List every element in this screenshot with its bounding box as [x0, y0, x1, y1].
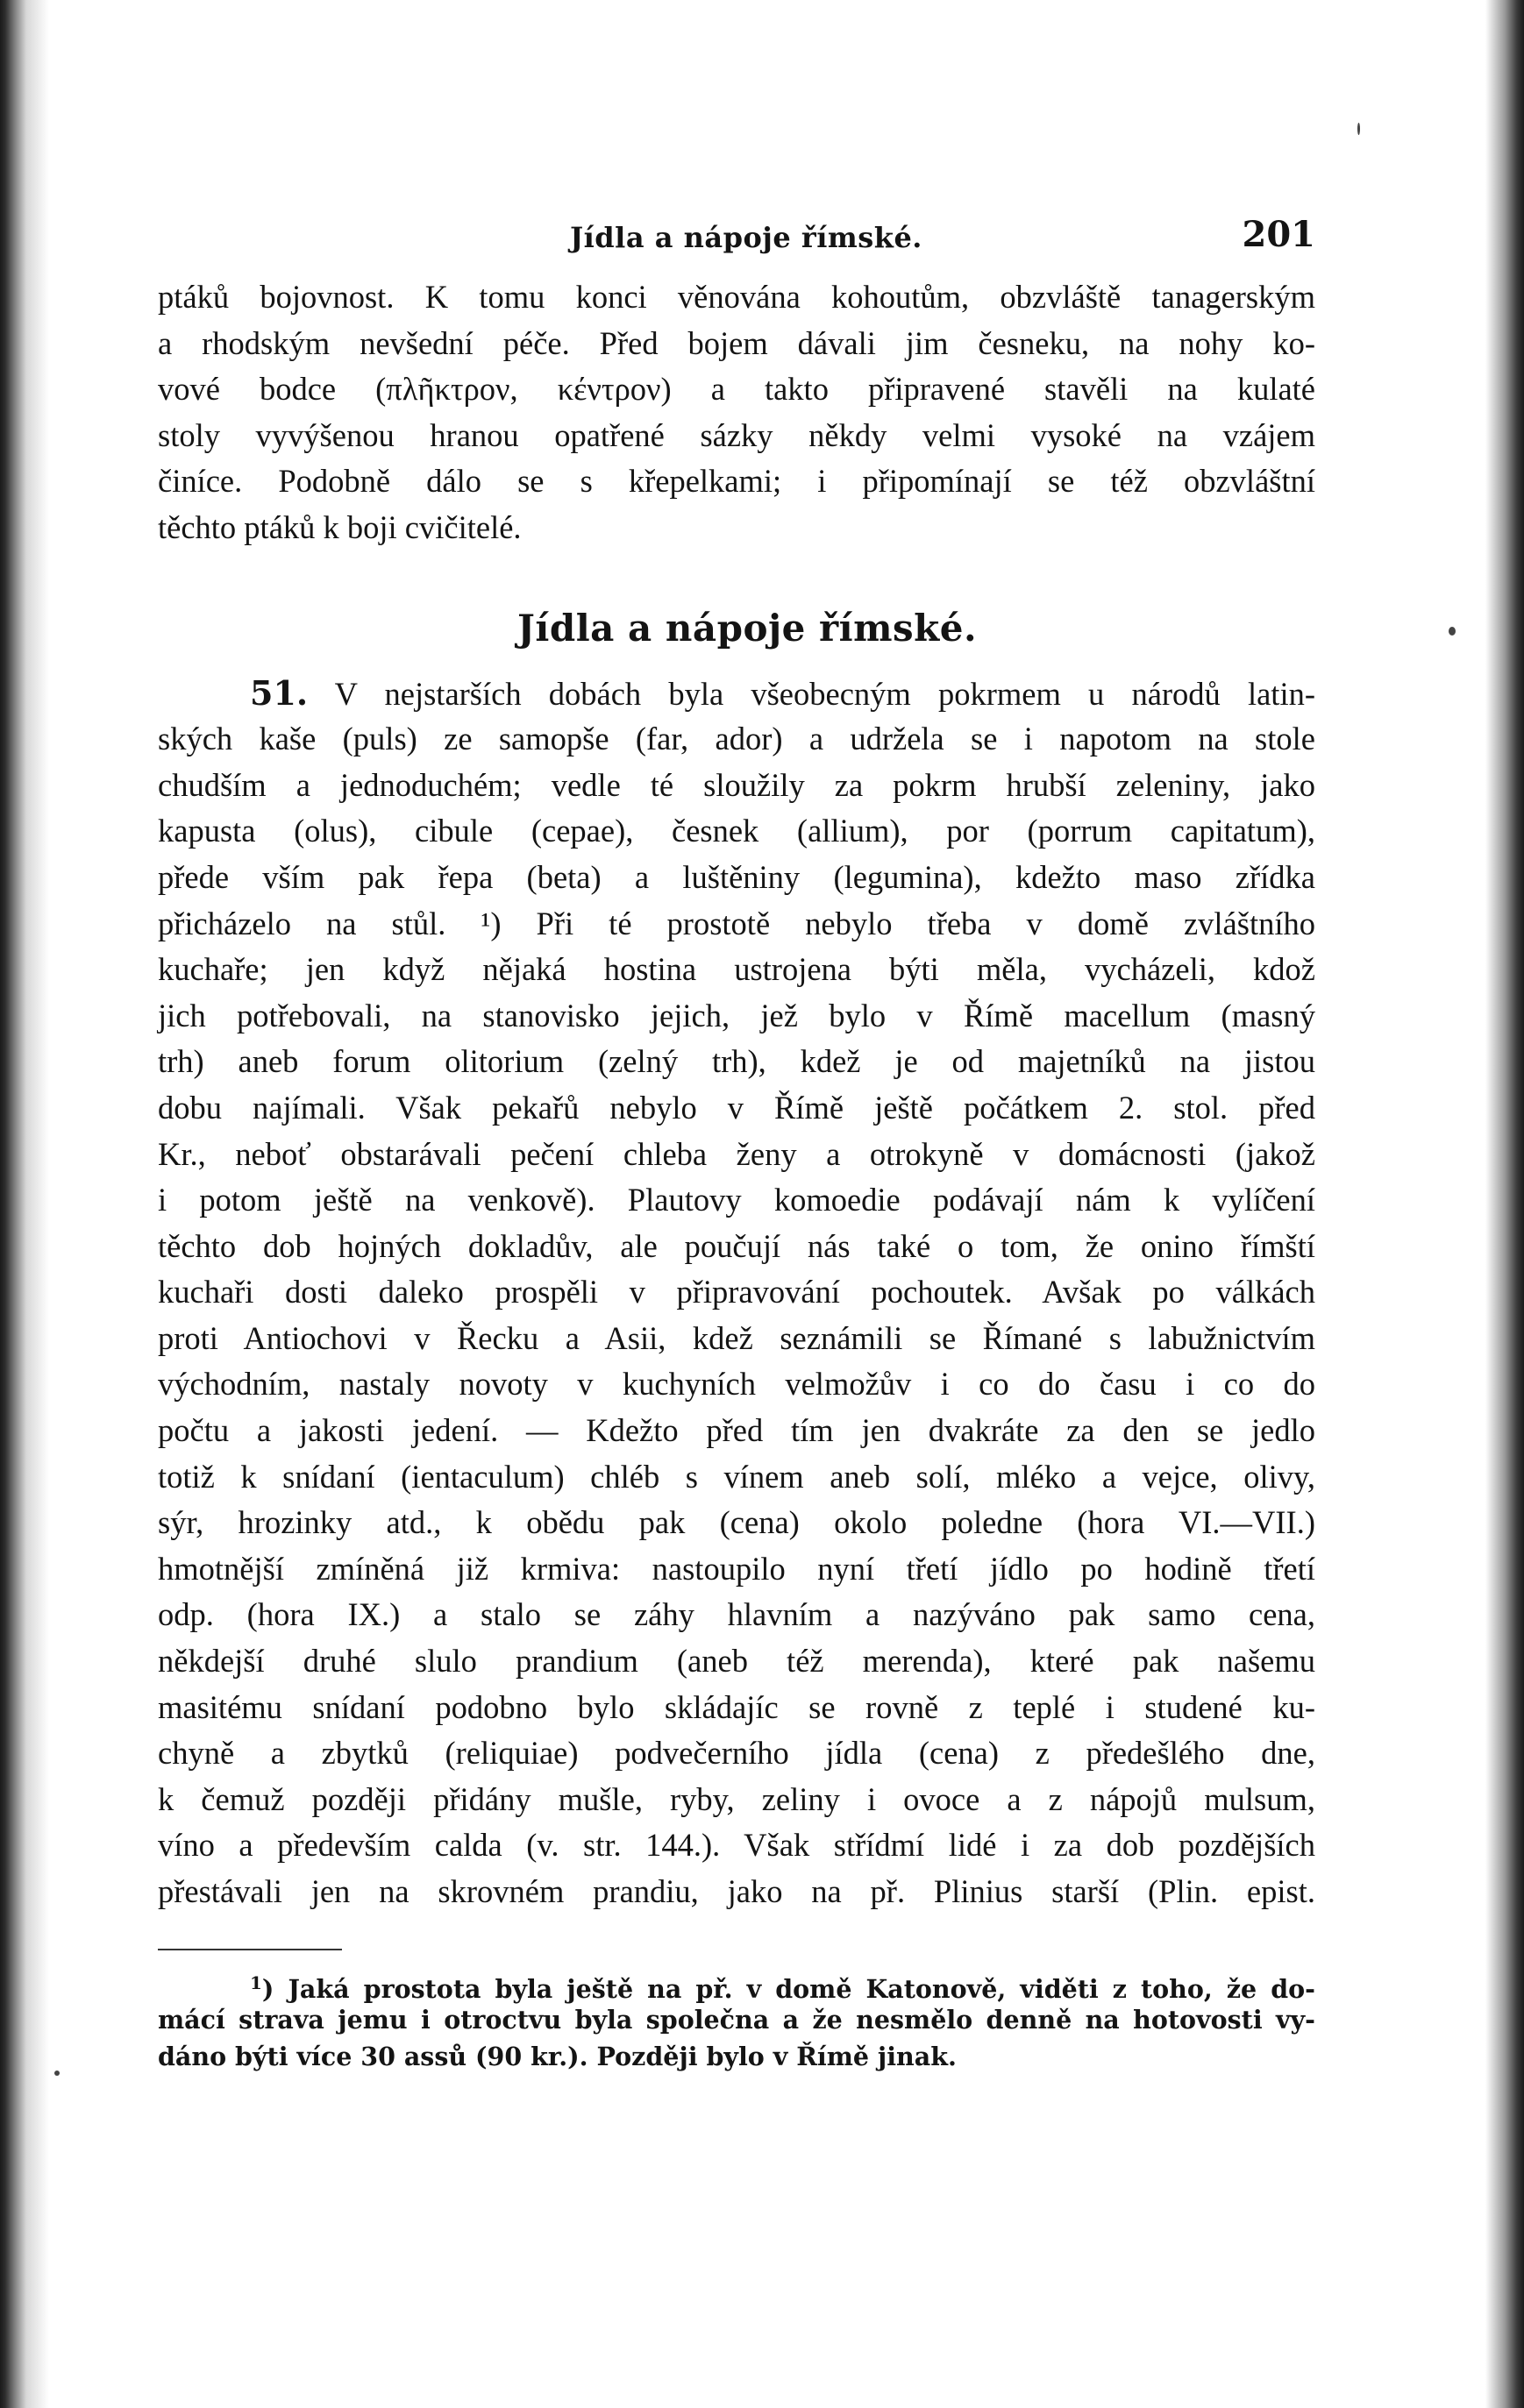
text-line: i potom ještě na venkově). Plautovy komoedie podávají nám k vylíčení — [158, 1182, 1315, 1218]
scan-speck — [54, 2071, 60, 2076]
text-line: východním, nastaly novoty v kuchyních velmožův i co do času i co do — [158, 1366, 1315, 1403]
scan-right-edge — [1484, 0, 1524, 2408]
text-line: Kr., neboť obstarávali pečení chleba ženy a otrokyně v domácnosti (jakož — [158, 1135, 1315, 1172]
text-line: činíce. Podobně dálo se s křepelkami; i připomínají se též obzvláštní — [158, 463, 1315, 500]
footnote — [158, 1964, 1315, 2075]
text-line: víno a především calda (v. str. 144.). Však střídmí lidé i za dob pozdějších — [158, 1827, 1315, 1864]
paragraph-first-line: V nejstarších dobách byla všeobecným pokrmem u národů latin- — [334, 675, 1315, 712]
text-line: vové bodce (πλῆκτρον, κέντρον) a takto připravené stavěli na kulaté — [158, 371, 1315, 408]
text-line: dobu najímali. Však pekařů nebylo v Římě ještě počátkem 2. stol. před — [158, 1089, 1315, 1126]
scan-left-edge — [0, 0, 51, 2408]
text-line: proti Antiochovi v Řecku a Asii, kdež seznámili se Římané s labužnictvím — [158, 1319, 1315, 1356]
scan-speck — [1357, 123, 1360, 135]
footnote-marker: 1 — [250, 1971, 262, 1993]
text-line: počtu a jakosti jedení. — Kdežto před tím jen dvakráte za den se jedlo — [158, 1412, 1315, 1449]
text-line: ských kaše (puls) ze samopše (far, ador) a udržela se i napotom na stole — [158, 721, 1315, 757]
text-line: těchto ptáků k boji cvičitelé. — [158, 508, 522, 545]
footnote-text: ) Jaká prostota byla ještě na př. v domě Katonově, viděti z toho, že do- — [261, 1973, 1315, 2004]
text-line: totiž k snídaní (ientaculum) chléb s vínem aneb solí, mléko a vejce, olivy, — [158, 1458, 1315, 1495]
text-line: sýr, hrozinky atd., k obědu pak (cena) okolo poledne (hora VI.—VII.) — [158, 1504, 1315, 1541]
text-line: hmotnější zmíněná již krmiva: nastoupilo nyní třetí jídlo po hodině třetí — [158, 1550, 1315, 1587]
text-line — [158, 671, 1315, 717]
footnote-rule — [158, 1949, 342, 1950]
footnote-line: dáno býti více 30 assů (90 kr.). Později bylo v Římě jinak. — [158, 2041, 957, 2071]
book-page — [158, 210, 1315, 2075]
text-line: někdejší druhé slulo prandium (aneb též merenda), které pak našemu — [158, 1643, 1315, 1680]
scan-speck — [1449, 627, 1456, 636]
text-line: přede vším pak řepa (beta) a luštěniny (legumina), kdežto maso zřídka — [158, 858, 1315, 895]
text-line: chyně a zbytků (reliquiae) podvečerního jídla (cena) z předešlého dne, — [158, 1735, 1315, 1772]
text-line: odp. (hora IX.) a stalo se záhy hlavním a nazýváno pak samo cena, — [158, 1596, 1315, 1633]
footnote-line: mácí strava jemu i otroctvu byla společna a že nesmělo denně na hotovosti vy- — [158, 2004, 1315, 2035]
page-number: 201 — [1242, 214, 1315, 255]
text-line: přestávali jen na skrovném prandiu, jako na př. Plinius starší (Plin. epist. — [158, 1873, 1315, 1909]
footnote-line — [158, 1964, 1315, 2004]
text-line: jich potřebovali, na stanovisko jejich, jež bylo v Římě macellum (masný — [158, 997, 1315, 1034]
text-line: chudším a jednoduchém; vedle té sloužily za pokrm hrubší zeleniny, jako — [158, 766, 1315, 803]
text-line: kuchaře; jen když nějaká hostina ustrojena býti měla, vycházeli, kdož — [158, 951, 1315, 988]
text-line: kapusta (olus), cibule (cepae), česnek (allium), por (porrum capitatum), — [158, 813, 1315, 849]
text-line: k čemuž později přidány mušle, ryby, zeliny i ovoce a z nápojů mulsum, — [158, 1780, 1315, 1817]
text-line: ptáků bojovnost. K tomu konci věnována kohoutům, obzvláště tanagerským — [158, 279, 1315, 315]
section-heading: Jídla a nápoje římské. — [517, 606, 978, 650]
text-line: kuchaři dosti daleko prospěli v připravování pochoutek. Avšak po válkách — [158, 1274, 1315, 1311]
running-title: Jídla a nápoje římské. — [570, 221, 922, 254]
paragraph-number: 51. — [250, 672, 309, 713]
intro-paragraph — [158, 274, 1315, 551]
section-51-paragraph — [158, 671, 1315, 1915]
running-header — [158, 210, 1315, 263]
text-line: přicházelo na stůl. ¹) Při té prostotě nebylo třeba v domě zvláštního — [158, 905, 1315, 941]
text-line: trh) aneb forum olitorium (zelný trh), kdež je od majetníků na jistou — [158, 1043, 1315, 1080]
text-line: stoly vyvýšenou hranou opatřené sázky někdy velmi vysoké na vzájem — [158, 416, 1315, 453]
text-line: a rhodským nevšední péče. Před bojem dávali jim česneku, na nohy ko- — [158, 324, 1315, 361]
text-line: masitému snídaní podobno bylo skládajíc se rovně z teplé i studené ku- — [158, 1688, 1315, 1725]
text-line: těchto dob hojných dokladův, ale poučují nás také o tom, že onino římští — [158, 1227, 1315, 1264]
